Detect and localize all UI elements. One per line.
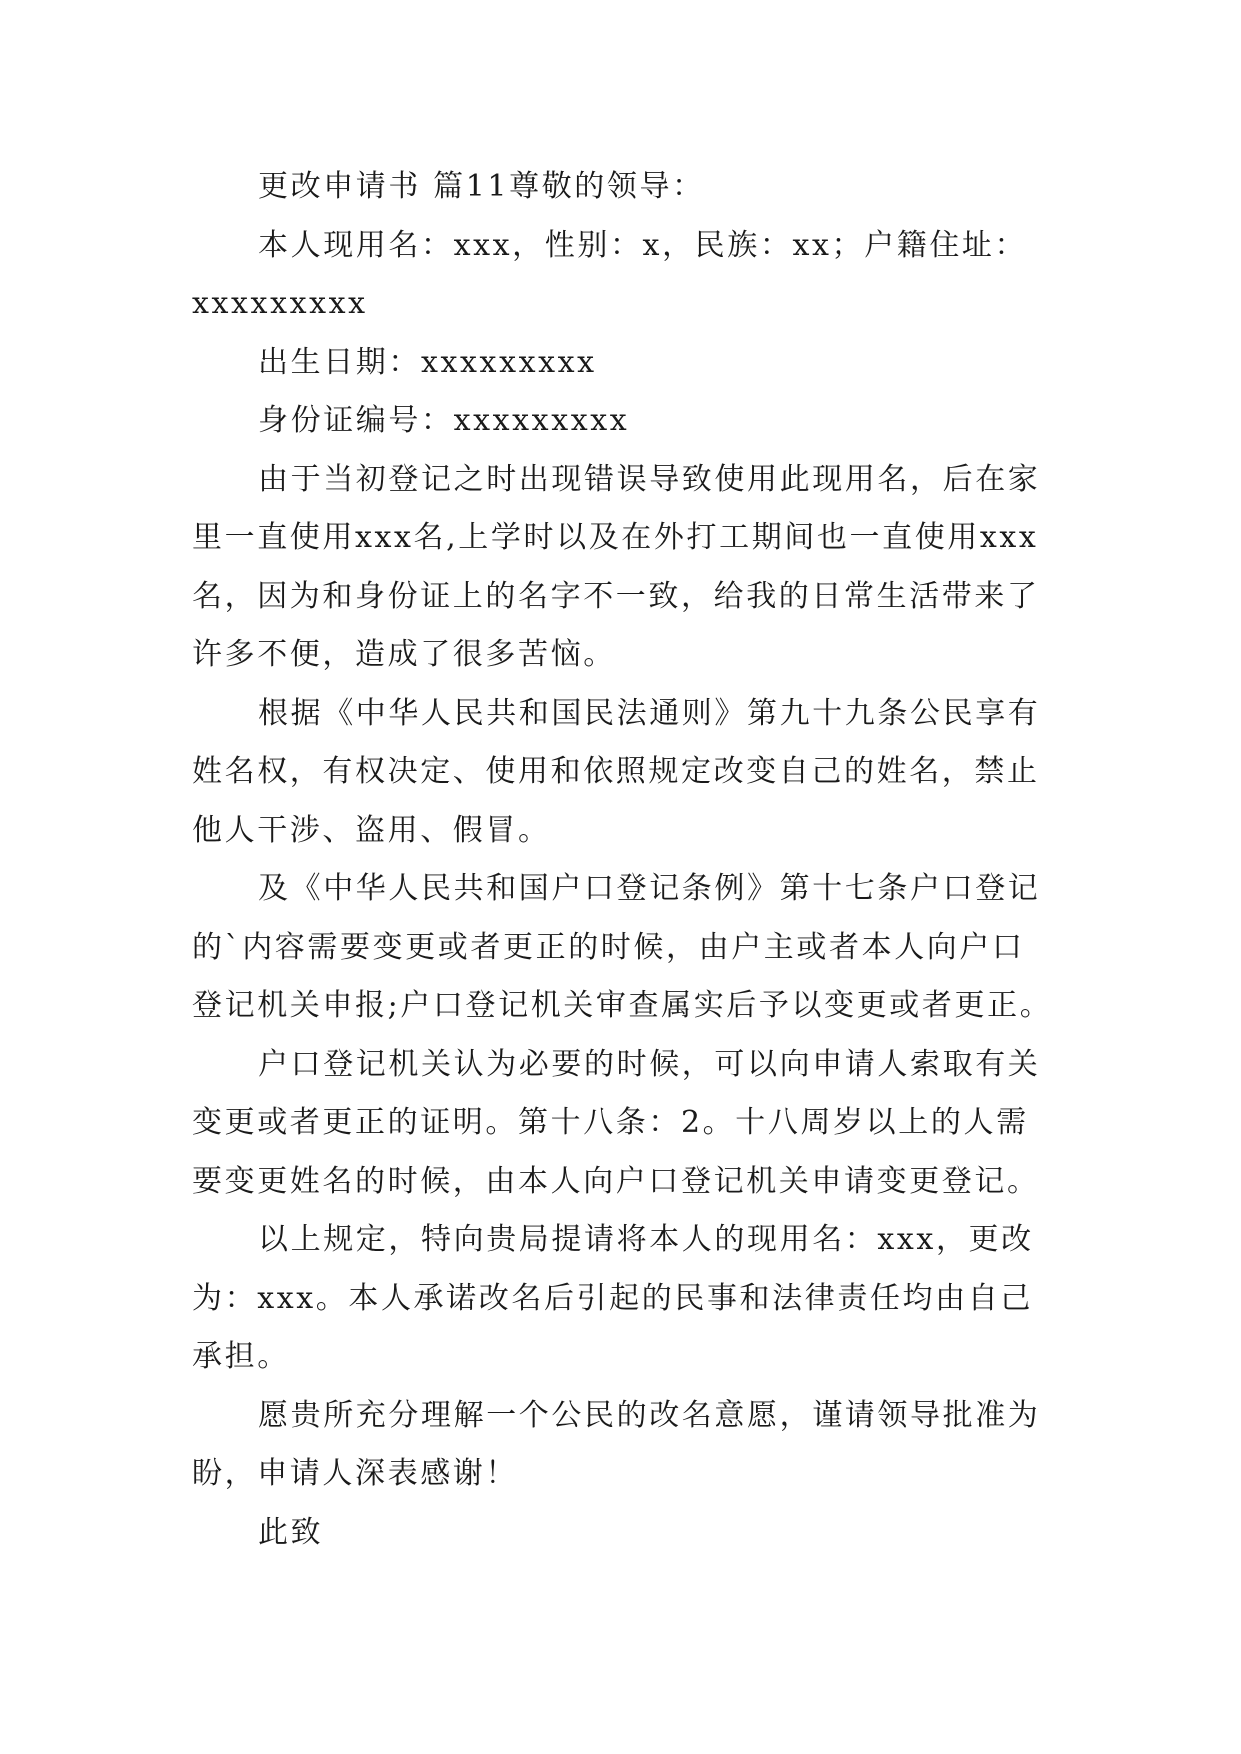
paragraph: [192, 451, 1072, 685]
text-line: 要变更姓名的时候，由本人向户口登记机关申请变更登记。: [192, 1163, 1040, 1199]
text-line: 根据《中华人民共和国民法通则》第九十九条公民享有: [258, 695, 1041, 731]
document-body: [192, 158, 1072, 1562]
text-line: 出生日期：xxxxxxxxx: [258, 344, 597, 380]
paragraph: [192, 392, 1072, 451]
text-line: 承担。: [192, 1339, 290, 1374]
text-line: 里一直使用xxx名,上学时以及在外打工期间也一直使用xxx: [192, 520, 1039, 555]
paragraph: [192, 860, 1072, 1036]
text-line: 户口登记机关认为必要的时候，可以向申请人索取有关: [258, 1046, 1041, 1082]
text-line: 许多不便，造成了很多苦恼。: [192, 637, 616, 672]
paragraph: [192, 1036, 1072, 1212]
text-line: 变更或者更正的证明。第十八条：2。十八周岁以上的人需: [192, 1105, 1029, 1140]
text-line: 本人现用名：xxx，性别：x，民族：xx；户籍住址：: [258, 227, 1028, 263]
paragraph: [192, 685, 1072, 861]
text-line: 更改申请书 篇11尊敬的领导：: [258, 169, 705, 204]
text-line: 此致: [258, 1514, 324, 1550]
text-line: 为：xxx。本人承诺改名后引起的民事和法律责任均由自己: [192, 1280, 1033, 1316]
text-line: 及《中华人民共和国户口登记条例》第十七条户口登记: [258, 871, 1041, 906]
paragraph: [192, 1504, 1072, 1563]
text-line: 盼，申请人深表感谢！: [192, 1456, 518, 1491]
text-line: 他人干涉、盗用、假冒。: [192, 812, 551, 848]
paragraph: [192, 1211, 1072, 1387]
paragraph: [192, 217, 1072, 334]
text-line: 愿贵所充分理解一个公民的改名意愿，谨请领导批准为: [258, 1397, 1041, 1433]
paragraph: [192, 1387, 1072, 1504]
text-line: 姓名权，有权决定、使用和依照规定改变自己的姓名，禁止: [192, 754, 1040, 789]
text-line: 名，因为和身份证上的名字不一致，给我的日常生活带来了: [192, 578, 1040, 614]
text-line: 以上规定，特向贵局提请将本人的现用名：xxx，更改: [258, 1222, 1034, 1257]
text-line: xxxxxxxxx: [192, 286, 368, 321]
paragraph: [192, 158, 1072, 217]
text-line: 由于当初登记之时出现错误导致使用此现用名，后在家: [258, 461, 1041, 497]
text-line: 的`内容需要变更或者更正的时候，由户主或者本人向户口: [192, 929, 1025, 965]
text-line: 登记机关申报;户口登记机关审查属实后予以变更或者更正。: [192, 988, 1053, 1023]
paragraph: [192, 334, 1072, 393]
text-line: 身份证编号：xxxxxxxxx: [258, 403, 630, 438]
